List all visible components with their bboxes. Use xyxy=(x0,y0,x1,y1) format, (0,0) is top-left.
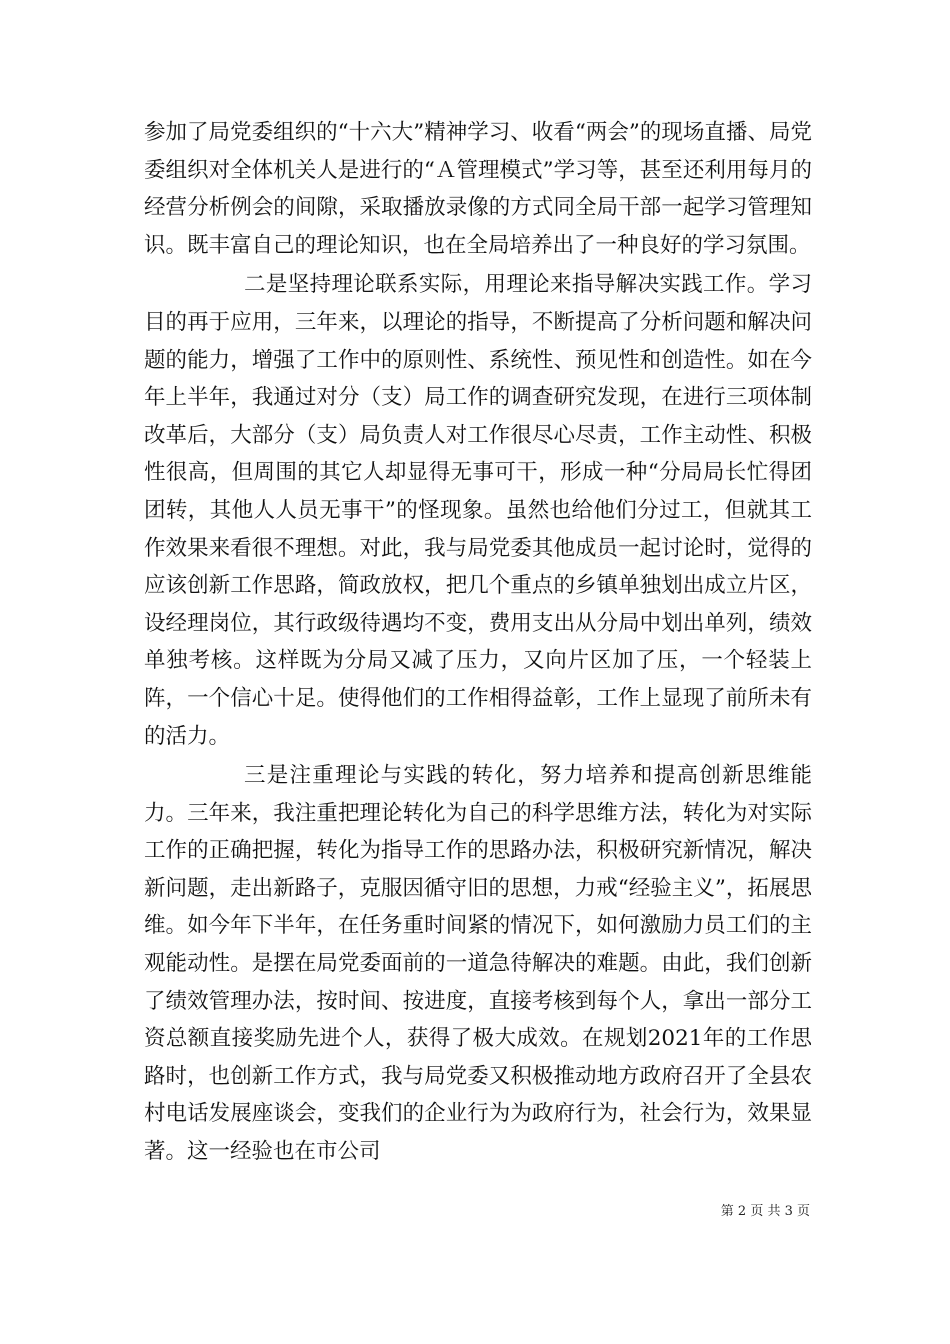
paragraph-two: 二是坚持理论联系实际，用理论来指导解决实践工作。学习目的再于应用，三年来，以理论的指导，不断提高了分析问题和解决问题的能力，增强了工作中的原则性、系统性、预见性和创造性。如在今年上半年，我通过对分（支）局工作的调查研究发现，在进行三项体制改革后，大部分（支）局负责人对工作很尽心尽责，工作主动性、积极性很高，但周围的其它人却显得无事可干，形成一种“分局局长忙得团团转，其他人人员无事干”的怪现象。虽然也给他们分过工，但就其工作效果来看很不理想。对此，我与局党委其他成员一起讨论时，觉得的应该创新工作思路，简政放权，把几个重点的乡镇单独划出成立片区，设经理岗位，其行政级待遇均不变，费用支出从分局中划出单列，绩效单独考核。这样既为分局又减了压力，又向片区加了压，一个轻装上阵，一个信心十足。使得他们的工作相得益彰，工作上显现了前所未有的活力。 xyxy=(144,272,812,749)
document-body xyxy=(144,114,812,1171)
page-number-footer: 第 2 页 共 3 页 xyxy=(720,1204,810,1219)
paragraph-continuation: 参加了局党委组织的“十六大”精神学习、收看“两会”的现场直播、局党委组织对全体机关人是进行的“Ａ管理模式”学习等，甚至还利用每月的经营分析例会的间隙，采取播放录像的方式同全局干部一起学习管理知识。既丰富自己的理论知识，也在全局培养出了一种良好的学习氛围。 xyxy=(144,120,812,258)
paragraph-three: 三是注重理论与实践的转化，努力培养和提高创新思维能力。三年来，我注重把理论转化为自己的科学思维方法，转化为对实际工作的正确把握，转化为指导工作的思路办法，积极研究新情况，解决新问题，走出新路子，克服因循守旧的思想，力戒“经验主义”，拓展思维。如今年下半年，在任务重时间紧的情况下，如何激励力员工们的主观能动性。是摆在局党委面前的一道急待解决的难题。由此，我们创新了绩效管理办法，按时间、按进度，直接考核到每个人，拿出一部分工资总额直接奖励先进个人，获得了极大成效。在规划2021年的工作思路时，也创新工作方式，我与局党委又积极推动地方政府召开了全县农村电话发展座谈会，变我们的企业行为为政府行为，社会行为，效果显著。这一经验也在市公司 xyxy=(144,763,812,1165)
